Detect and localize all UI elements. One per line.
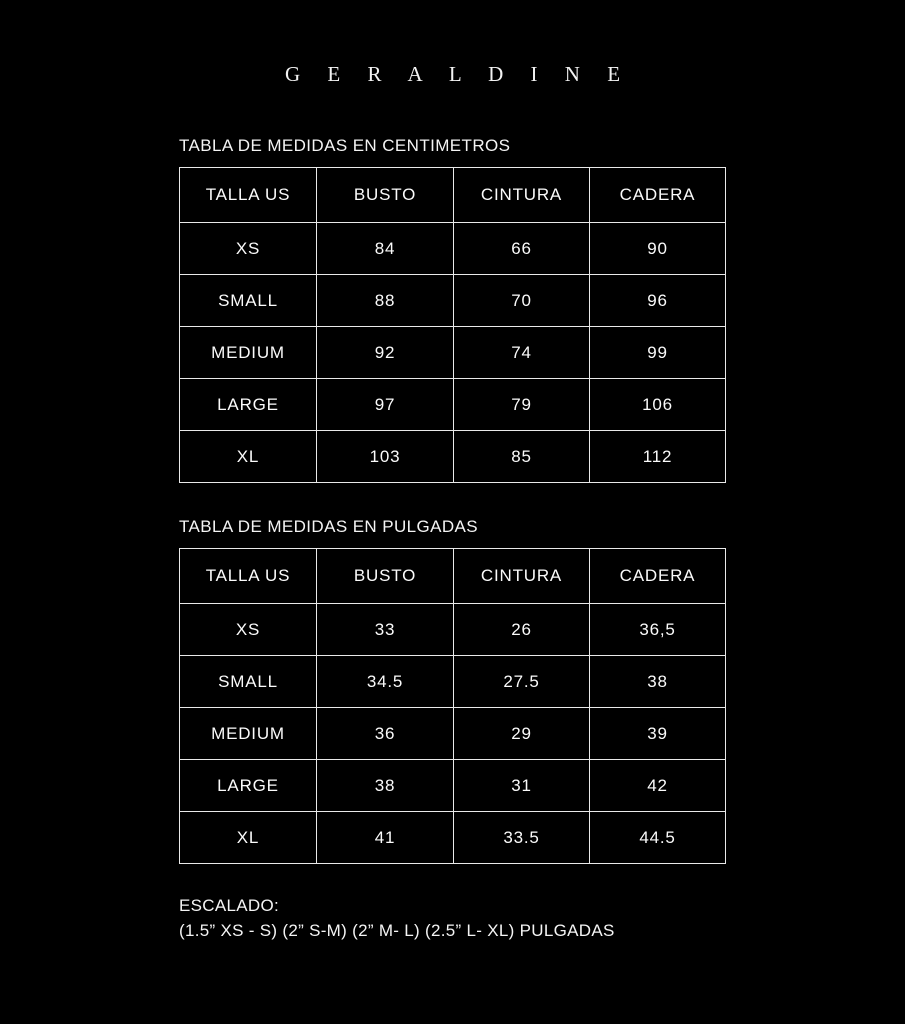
scaling-note-detail: (1.5” XS - S) (2” S-M) (2” M- L) (2.5” L- XL) PULGADAS xyxy=(179,920,615,940)
cell-busto: 103 xyxy=(317,431,454,483)
cell-cintura: 31 xyxy=(454,760,590,812)
cell-cintura: 33.5 xyxy=(454,812,590,864)
section-title-inches: TABLA DE MEDIDAS EN PULGADAS xyxy=(179,517,479,536)
section-title-centimeters: TABLA DE MEDIDAS EN CENTIMETROS xyxy=(179,136,511,155)
cell-size: MEDIUM xyxy=(180,708,317,760)
brand-title: G E R A L D I N E xyxy=(284,62,632,86)
cell-busto: 97 xyxy=(317,379,454,431)
cell-size: LARGE xyxy=(180,760,317,812)
cell-cintura: 29 xyxy=(454,708,590,760)
cell-busto: 92 xyxy=(317,327,454,379)
cell-cadera: 42 xyxy=(590,760,726,812)
table-row xyxy=(180,223,726,275)
cell-size: XS xyxy=(180,223,317,275)
cell-cintura: 70 xyxy=(454,275,590,327)
cell-busto: 33 xyxy=(317,604,454,656)
column-header-cintura: CINTURA xyxy=(454,549,590,604)
cell-cintura: 74 xyxy=(454,327,590,379)
table-row xyxy=(180,656,726,708)
cell-busto: 88 xyxy=(317,275,454,327)
cell-size: XS xyxy=(180,604,317,656)
cell-busto: 38 xyxy=(317,760,454,812)
cell-busto: 41 xyxy=(317,812,454,864)
cell-size: MEDIUM xyxy=(180,327,317,379)
column-header-cadera: CADERA xyxy=(590,549,726,604)
column-header-talla-us: TALLA US xyxy=(180,168,317,223)
table-row xyxy=(180,812,726,864)
table-row xyxy=(180,327,726,379)
cell-busto: 36 xyxy=(317,708,454,760)
cell-cadera: 38 xyxy=(590,656,726,708)
table-row xyxy=(180,275,726,327)
size-table-inches xyxy=(179,548,726,864)
cell-cadera: 96 xyxy=(590,275,726,327)
table-row xyxy=(180,760,726,812)
table-row xyxy=(180,379,726,431)
scaling-note-heading: ESCALADO: xyxy=(179,896,280,915)
cell-cadera: 39 xyxy=(590,708,726,760)
cell-size: XL xyxy=(180,431,317,483)
cell-size: XL xyxy=(180,812,317,864)
cell-cintura: 85 xyxy=(454,431,590,483)
column-header-busto: BUSTO xyxy=(317,549,454,604)
cell-cintura: 26 xyxy=(454,604,590,656)
cell-cadera: 44.5 xyxy=(590,812,726,864)
table-row xyxy=(180,708,726,760)
cell-cadera: 112 xyxy=(590,431,726,483)
table-header-row xyxy=(180,168,726,223)
cell-busto: 34.5 xyxy=(317,656,454,708)
table-row xyxy=(180,604,726,656)
cell-cintura: 79 xyxy=(454,379,590,431)
table-row xyxy=(180,431,726,483)
cell-cadera: 90 xyxy=(590,223,726,275)
cell-cadera: 36,5 xyxy=(590,604,726,656)
table-header-row xyxy=(180,549,726,604)
cell-cintura: 66 xyxy=(454,223,590,275)
cell-cintura: 27.5 xyxy=(454,656,590,708)
column-header-busto: BUSTO xyxy=(317,168,454,223)
cell-cadera: 99 xyxy=(590,327,726,379)
column-header-cadera: CADERA xyxy=(590,168,726,223)
size-table-centimeters xyxy=(179,167,726,483)
scaling-note xyxy=(179,894,726,943)
cell-busto: 84 xyxy=(317,223,454,275)
cell-size: SMALL xyxy=(180,275,317,327)
cell-size: LARGE xyxy=(180,379,317,431)
column-header-cintura: CINTURA xyxy=(454,168,590,223)
cell-cadera: 106 xyxy=(590,379,726,431)
column-header-talla-us: TALLA US xyxy=(180,549,317,604)
content-area xyxy=(0,136,905,943)
cell-size: SMALL xyxy=(180,656,317,708)
